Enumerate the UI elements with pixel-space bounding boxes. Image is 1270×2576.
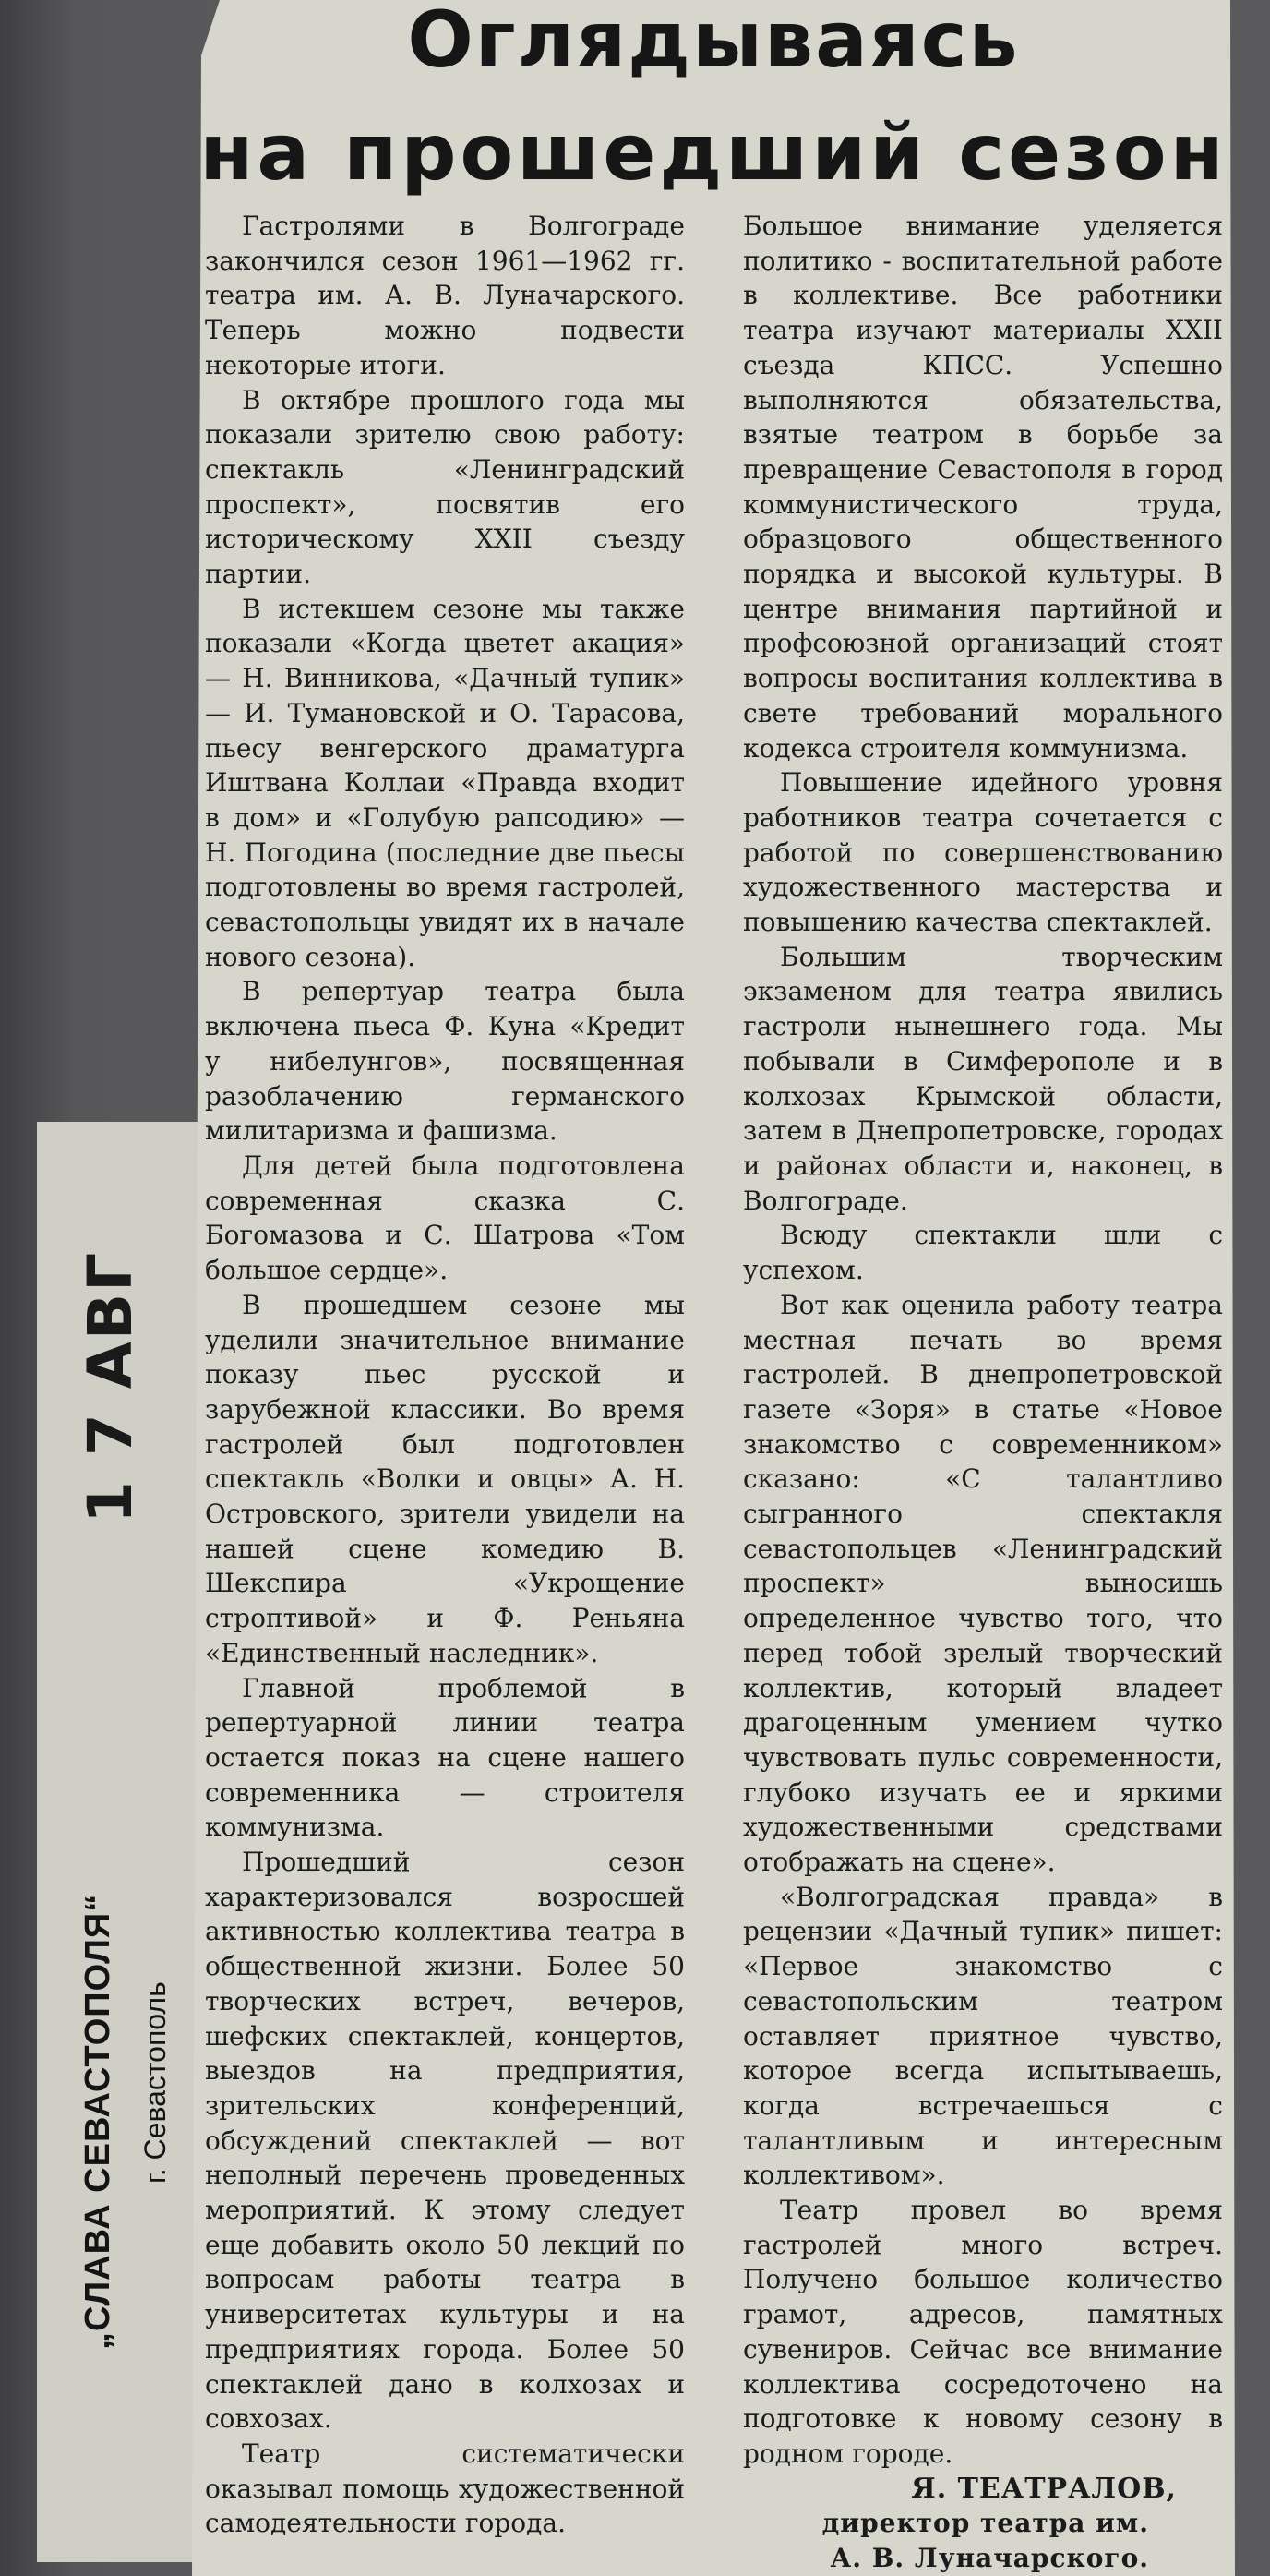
signature-author: Я. ТЕАТРАЛОВ, bbox=[911, 2472, 1177, 2505]
paragraph: Главной проблемой в репертуарной линии театра остается показ на сцене нашего современника — строителя коммунизма. bbox=[205, 1672, 685, 1843]
date-stamp-text: 1 7 АВГ 1962 bbox=[75, 1228, 146, 1523]
paragraph: Прошедший сезон характеризовался возросшей активностью коллектива театра в общественной жизни. Более 50 творческих встреч, вечеров, шефских спектаклей, концертов, выездов на предприятия, зрительских конференций, обсуждений спектаклей — вот неполный перечень проведенных мероприятий. К этому следует еще добавить около 50 лекций по вопросам работы театра в университетах культуры и на предприятиях города. Более 50 спектаклей дано в колхозах и совхозах. bbox=[205, 1847, 685, 2435]
paragraph: В прошедшем сезоне мы уделили значительное внимание показу пьес русской и зарубежной классики. Во время гастролей был подготовлен спектакль «Волки и овцы» А. Н. Островского, зрители увидели на нашей сцене комедию В. Шекспира «Укрощение строптивой» и Ф. Реньяна «Единственный наследник». bbox=[205, 1289, 685, 1668]
newspaper-city: г. Севастополь bbox=[138, 1981, 172, 2184]
paragraph: Повышение идейного уровня работников театра сочетается с работой по совершенствованию художественного мастерства и повышению качества спектаклей. bbox=[743, 767, 1223, 938]
headline-line-1: Оглядываясь bbox=[407, 0, 1020, 85]
date-stamp-graphic bbox=[57, 1228, 159, 1533]
newspaper-name: „СЛАВА СЕВАСТОПОЛЯ“ bbox=[78, 1893, 117, 2350]
signature-position: директор театра им. bbox=[821, 2508, 1149, 2539]
paragraph: Большим творческим экзаменом для театра явились гастроли нынешнего года. Мы побывали в Симферополе и в колхозах Крымской области, затем в Днепропетровске, городах и районах области и, наконец, в Волгограде. bbox=[743, 941, 1223, 1216]
date-stamp bbox=[57, 1228, 159, 1533]
paragraph: В репертуар театра была включена пьеса Ф. Куна «Кредит у нибелунгов», посвященная разоблачению германского милитаризма и фашизма. bbox=[205, 976, 685, 1147]
paragraph: Театр провел во время гастролей много встреч. Получено большое количество грамот, адресов, памятных сувениров. Сейчас все внимание коллектива сосредоточено на подготовке к новому сезону в родном городе. bbox=[743, 2195, 1223, 2469]
article-column-right bbox=[743, 209, 1223, 2576]
paragraph: Для детей была подготовлена современная сказка С. Богомазова и С. Шатрова «Том большое сердце». bbox=[205, 1150, 685, 1286]
paragraph: В октябре прошлого года мы показали зрителю свою работу: спектакль «Ленинградский проспект», посвятив его историческому XXII съезду партии. bbox=[205, 384, 685, 590]
paragraph: В истекшем сезоне мы также показали «Когда цветет акация» — Н. Винникова, «Дачный тупик» — И. Тумановской и О. Тарасова, пьесу венгерского драматурга Иштвана Коллаи «Правда входит в дом» и «Голубую рапсодию» — Н. Погодина (последние две пьесы подготовлены во время гастролей, севастопольцы увидят их в начале нового сезона). bbox=[205, 593, 685, 972]
article-column-left bbox=[205, 209, 685, 2541]
paragraph: Вот как оценила работу театра местная печать во время гастролей. В днепропетровской газете «Зоря» в статье «Новое знакомство с современником» сказано: «С талантливо сыгранного спектакля севастопольцев «Ленинградский проспект» выносишь определенное чувство того, что перед тобой зрелый творческий коллектив, который владеет драгоценным умением чутко чувствовать пульс современности, глубоко изучать ее и яркими художественными средствами отображать на сцене». bbox=[743, 1289, 1223, 1878]
paragraph: Гастролями в Волгограде закончился сезон 1961—1962 гг. театра им. А. В. Луначарского. Теперь можно подвести некоторые итоги. bbox=[205, 211, 685, 380]
paragraph: Театр систематически оказывал помощь художественной самодеятельности города. bbox=[205, 2438, 685, 2539]
paragraph: Всюду спектакли шли с успехом. bbox=[743, 1220, 1223, 1286]
paragraph: «Волгоградская правда» в рецензии «Дачный тупик» пишет: «Первое знакомство с севастопольским театром оставляет приятное чувство, которое всегда испытываешь, когда встречаешься с талантливым и интересным коллективом». bbox=[743, 1881, 1223, 2191]
signature-theatre: А. В. Луначарского. bbox=[830, 2543, 1149, 2574]
paragraph: Большое внимание уделяется политико - воспитательной работе в коллективе. Все работники театра изучают материалы XXII съезда КПСС. Успешно выполняются обязательства, взятые театром в борьбе за превращение Севастополя в город коммунистического труда, образцового общественного порядка и высокой культуры. В центре внимания партийной и профсоюзной организаций стоят вопросы воспитания коллектива в свете требований морального кодекса строителя коммунизма. bbox=[743, 211, 1223, 764]
headline-line-2: на прошедший сезон bbox=[199, 107, 1228, 198]
